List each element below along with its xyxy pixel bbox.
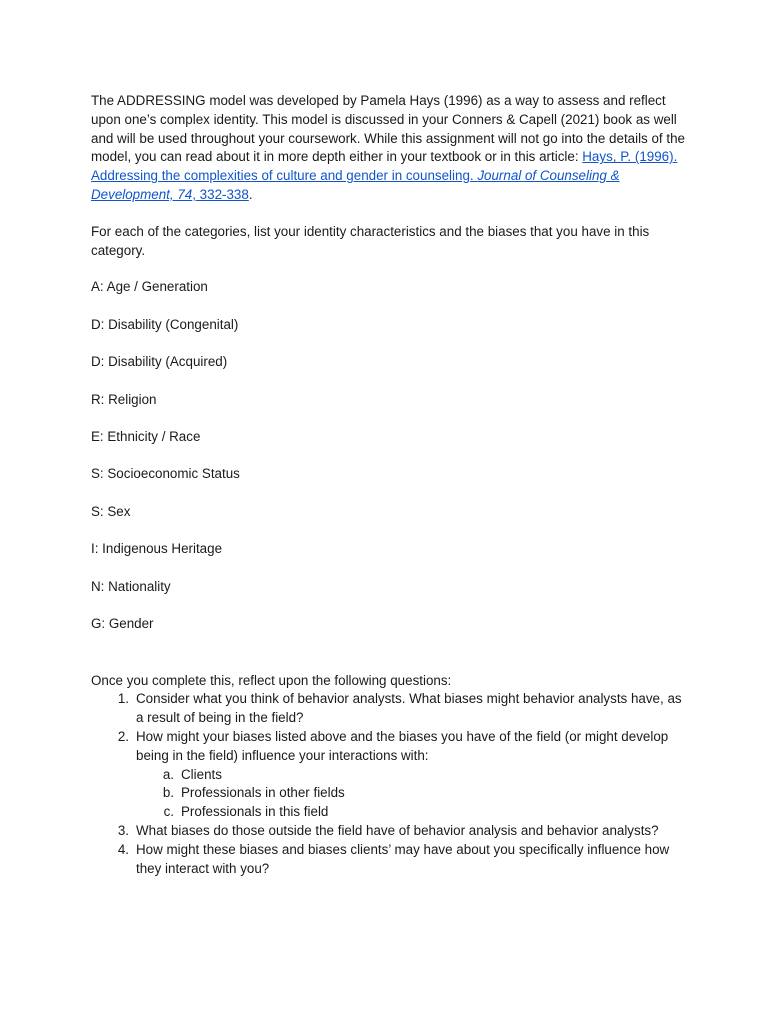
intro-paragraph: The ADDRESSING model was developed by Pamela Hays (1996) as a way to assess and reflect upon one’s complex identity. This model is discussed in your Conners & Capell (2021) book as well and will be used throughout your coursework. While this assignment will not go into the details of the model, you can read about it in more depth either in your textbook or in this article: Hays, P. (1996). Addressing the complexities of culture and gender in counseling. Journal of Counseling & Development, 74, 332-338. (91, 93, 685, 202)
journal-title: Journal of Counseling & Development, 74 (91, 168, 620, 202)
category-ethnicity: E: Ethnicity / Race (91, 428, 201, 444)
question-item (91, 822, 691, 841)
category-socioeconomic: S: Socioeconomic Status (91, 466, 240, 482)
question-number: 4. (117, 841, 129, 857)
sub-item-clients: a. Clients (162, 766, 222, 782)
category-religion: R: Religion (91, 391, 157, 407)
question-text: Consider what you think of behavior analysts. What biases might behavior analysts have, as a result of being in the field? (136, 691, 682, 726)
question-number: 3. (117, 823, 129, 839)
question-text: What biases do those outside the field have of behavior analysis and behavior analysts? (136, 823, 659, 839)
question-item (91, 728, 691, 822)
category-indigenous: I: Indigenous Heritage (91, 541, 223, 557)
question-text: How might your biases listed above and the biases you have of the field (or might develop being in the field) influence your interactions with: (136, 729, 669, 763)
question-item (91, 841, 691, 879)
sub-item-other-fields: b. Professionals in other fields (162, 785, 345, 801)
category-disability-acquired: D: Disability (Acquired) (91, 354, 228, 370)
question-list (91, 690, 691, 878)
question-item (91, 690, 691, 728)
category-age: A: Age / Generation (91, 279, 208, 295)
document-body (91, 92, 691, 878)
citation-link[interactable]: Hays, P. (1996). Addressing the complexities of culture and gender in counseling. Journal of Counseling & Development, 74, 332-338 (91, 149, 678, 202)
category-nationality: N: Nationality (91, 578, 171, 594)
instructions-paragraph: For each of the categories, list your identity characteristics and the biases that you have in this category. (91, 223, 650, 258)
sub-item-this-field: c. Professionals in this field (163, 804, 329, 820)
question-text: How might these biases and biases clients’ may have about you specifically influence how they interact with you? (136, 841, 670, 876)
intro-text: The ADDRESSING model was developed by Pamela Hays (1996) as a way to assess and reflect upon one’s complex identity. This model is discussed in your Conners & Capell (2021) book as well and will be used throughout your coursework. While this assignment will not go into the details of the model, you can read about it in more depth either in your textbook or in this article: (91, 93, 685, 165)
category-gender: G: Gender (91, 615, 154, 631)
category-disability-congenital: D: Disability (Congenital) (91, 316, 239, 332)
category-sex: S: Sex (91, 503, 131, 519)
question-number: 2. (117, 729, 129, 745)
reflection-section (91, 672, 691, 879)
reflection-lead: Once you complete this, reflect upon the following questions: (91, 672, 452, 688)
question-number: 1. (117, 691, 129, 707)
sub-question-list (136, 766, 691, 822)
